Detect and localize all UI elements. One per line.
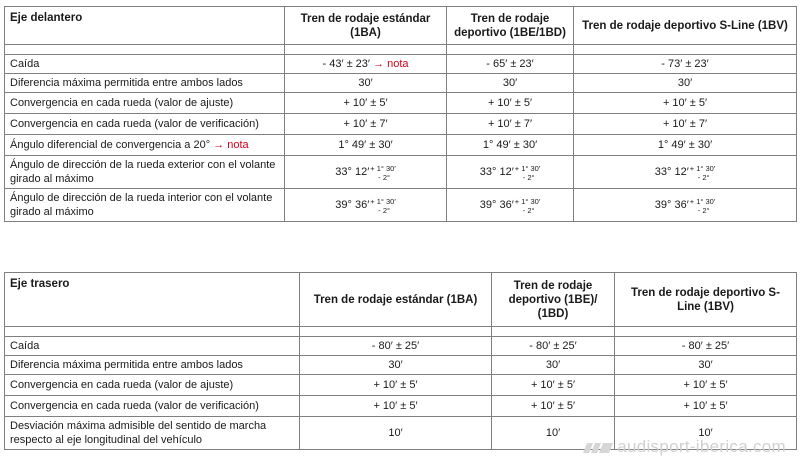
row-label: Convergencia en cada rueda (valor de verificación) bbox=[5, 114, 285, 135]
value-cell: 10′ bbox=[492, 417, 615, 450]
value-cell: + 10′ ± 5′ bbox=[285, 93, 447, 114]
column-header: Tren de rodaje estándar (1BA) bbox=[285, 7, 447, 45]
tolerance bbox=[690, 197, 715, 215]
value-cell: - 80′ ± 25′ bbox=[615, 337, 797, 356]
column-header: Tren de rodaje deportivo (1BE)/ (1BD) bbox=[492, 273, 615, 327]
value-base: 39° 36′ bbox=[479, 198, 514, 211]
value-cell: 30′ bbox=[285, 74, 447, 93]
tolerance bbox=[515, 197, 540, 215]
table-row bbox=[5, 337, 797, 356]
row-label: Ángulo de dirección de la rueda interior con el volante girado al máximo bbox=[5, 189, 285, 222]
row-label: Diferencia máxima permitida entre ambos lados bbox=[5, 74, 285, 93]
table-row bbox=[5, 93, 797, 114]
watermark bbox=[583, 437, 786, 457]
value-cell: 1° 49′ ± 30′ bbox=[574, 135, 797, 156]
row-label: Ángulo diferencial de convergencia a 20° bbox=[10, 139, 211, 151]
column-header: Tren de rodaje deportivo S-Line (1BV) bbox=[615, 273, 797, 327]
tolerance-upper: + 1° 30′ bbox=[514, 197, 541, 206]
row-label: Caída bbox=[5, 337, 300, 356]
value-cell: + 10′ ± 5′ bbox=[492, 375, 615, 396]
row-label: Caída bbox=[5, 55, 285, 74]
value-cell: 10′ bbox=[300, 417, 492, 450]
tolerance-upper: + 1° 30′ bbox=[689, 164, 716, 173]
value-cell bbox=[574, 156, 797, 189]
row-label: Convergencia en cada rueda (valor de ajuste) bbox=[5, 375, 300, 396]
table-row bbox=[5, 156, 797, 189]
value-cell bbox=[447, 156, 574, 189]
tolerance-lower: - 2° bbox=[697, 173, 710, 182]
row-label: Convergencia en cada rueda (valor de ajuste) bbox=[5, 93, 285, 114]
note-link[interactable]: → nota bbox=[213, 139, 249, 151]
table-header-row bbox=[5, 273, 797, 327]
value-cell: - 80′ ± 25′ bbox=[492, 337, 615, 356]
tolerance bbox=[370, 197, 395, 215]
tolerance bbox=[370, 164, 395, 182]
value-cell: 30′ bbox=[300, 356, 492, 375]
row-label: Convergencia en cada rueda (valor de verificación) bbox=[5, 396, 300, 417]
value-cell: 1° 49′ ± 30′ bbox=[447, 135, 574, 156]
value-cell bbox=[285, 189, 447, 222]
table-row bbox=[5, 189, 797, 222]
value-base: 33° 12′ bbox=[654, 165, 689, 178]
column-header: Tren de rodaje estándar (1BA) bbox=[300, 273, 492, 327]
row-label: Ángulo de dirección de la rueda exterior con el volante girado al máximo bbox=[5, 156, 285, 189]
tolerance-upper: + 1° 30′ bbox=[689, 197, 716, 206]
value-cell: + 10′ ± 7′ bbox=[447, 114, 574, 135]
tolerance-lower: - 2° bbox=[378, 206, 391, 215]
value-cell: - 73′ ± 23′ bbox=[574, 55, 797, 74]
value-base: 39° 36′ bbox=[654, 198, 689, 211]
tolerance-upper: + 1° 30′ bbox=[370, 197, 396, 206]
table-row bbox=[5, 396, 797, 417]
rear-axle-table bbox=[4, 272, 797, 450]
tolerance bbox=[690, 164, 715, 182]
table-row bbox=[5, 135, 797, 156]
table-row bbox=[5, 375, 797, 396]
value-cell: 30′ bbox=[492, 356, 615, 375]
value-cell: + 10′ ± 7′ bbox=[574, 114, 797, 135]
note-link[interactable]: → nota bbox=[373, 58, 409, 70]
table-row bbox=[5, 74, 797, 93]
table-row bbox=[5, 55, 797, 74]
value-cell: - 80′ ± 25′ bbox=[300, 337, 492, 356]
tolerance-lower: - 2° bbox=[522, 173, 535, 182]
value-cell: 1° 49′ ± 30′ bbox=[285, 135, 447, 156]
row-label: Desviación máxima admisible del sentido de marcha respecto al eje longitudinal del vehículo bbox=[5, 417, 300, 450]
value-cell: 10′ bbox=[615, 417, 797, 450]
table-row bbox=[5, 114, 797, 135]
column-header: Tren de rodaje deportivo S-Line (1BV) bbox=[574, 7, 797, 45]
value-cell: + 10′ ± 5′ bbox=[615, 375, 797, 396]
watermark-text: audisport-iberica.com bbox=[617, 437, 786, 456]
value-cell: 30′ bbox=[615, 356, 797, 375]
tolerance-lower: - 2° bbox=[697, 206, 710, 215]
value: - 43′ ± 23′ bbox=[322, 58, 370, 70]
axle-title: Eje trasero bbox=[5, 273, 300, 327]
value-cell: 30′ bbox=[574, 74, 797, 93]
value-cell: 30′ bbox=[447, 74, 574, 93]
tolerance-lower: - 2° bbox=[522, 206, 535, 215]
value-cell: + 10′ ± 5′ bbox=[492, 396, 615, 417]
tolerance-lower: - 2° bbox=[378, 173, 391, 182]
front-axle-table bbox=[4, 6, 797, 222]
value-base: 39° 36′ bbox=[335, 198, 370, 211]
value-cell: + 10′ ± 5′ bbox=[574, 93, 797, 114]
value-cell bbox=[447, 189, 574, 222]
table-header-row bbox=[5, 7, 797, 45]
audisport-logo-icon bbox=[583, 443, 613, 453]
value-cell: + 10′ ± 5′ bbox=[615, 396, 797, 417]
spacer-row bbox=[5, 327, 797, 337]
row-label-cell bbox=[5, 135, 285, 156]
value-cell: + 10′ ± 5′ bbox=[447, 93, 574, 114]
column-header: Tren de rodaje deportivo (1BE/1BD) bbox=[447, 7, 574, 45]
value-base: 33° 12′ bbox=[335, 165, 370, 178]
value-cell: - 65′ ± 23′ bbox=[447, 55, 574, 74]
row-label: Diferencia máxima permitida entre ambos lados bbox=[5, 356, 300, 375]
tolerance bbox=[515, 164, 540, 182]
value-cell bbox=[285, 156, 447, 189]
tolerance-upper: + 1° 30′ bbox=[370, 164, 396, 173]
value-cell bbox=[285, 55, 447, 74]
table-row bbox=[5, 356, 797, 375]
tolerance-upper: + 1° 30′ bbox=[514, 164, 541, 173]
spacer-row bbox=[5, 45, 797, 55]
axle-title: Eje delantero bbox=[5, 7, 285, 45]
value-base: 33° 12′ bbox=[479, 165, 514, 178]
value-cell: + 10′ ± 5′ bbox=[300, 396, 492, 417]
value-cell bbox=[574, 189, 797, 222]
value-cell: + 10′ ± 5′ bbox=[300, 375, 492, 396]
value-cell: + 10′ ± 7′ bbox=[285, 114, 447, 135]
